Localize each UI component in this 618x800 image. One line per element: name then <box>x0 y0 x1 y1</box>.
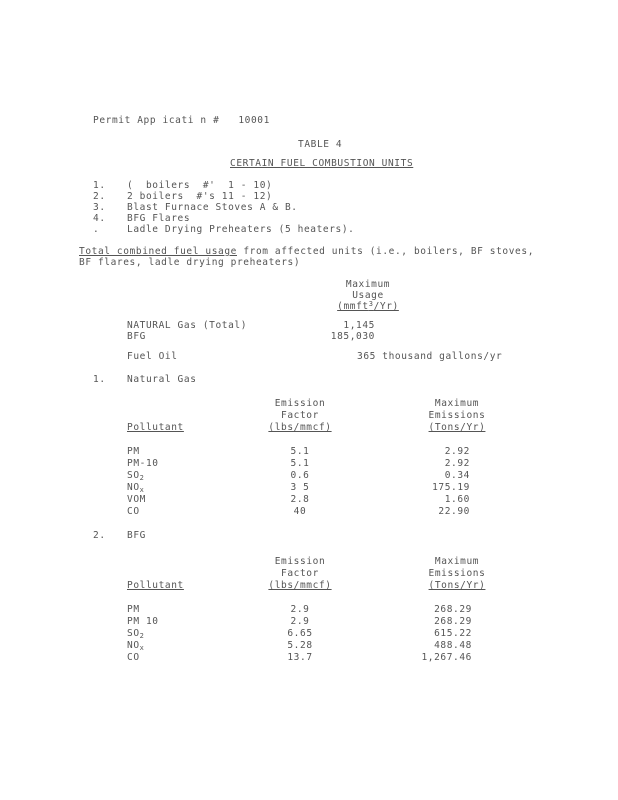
list-item-number: 4. <box>93 213 106 224</box>
max-emissions: 175.19 <box>432 482 470 493</box>
ng-max-header-line3: (Tons/Yr) <box>428 422 486 433</box>
bfg-max-header-line3: (Tons/Yr) <box>428 580 486 591</box>
max-emissions: 2.92 <box>444 446 470 457</box>
emission-factor: 40 <box>293 506 307 517</box>
emission-factor: 13.7 <box>287 652 313 663</box>
max-emissions: 2.92 <box>444 458 470 469</box>
total-usage-paragraph-line1 <box>79 246 534 257</box>
pollutant-name: $NO_x$ <box>127 640 145 652</box>
usage-value-natural-gas: 1,145 <box>343 320 375 331</box>
list-item-text: BFG Flares <box>127 213 191 224</box>
emission-factor: 6.65 <box>287 628 313 639</box>
usage-header-line2: Usage <box>352 290 384 301</box>
pollutant-name: CO <box>127 652 140 663</box>
emission-factor: 5.1 <box>290 446 310 457</box>
table-label: TABLE 4 <box>298 139 343 150</box>
emission-factor: 5.28 <box>287 640 313 651</box>
list-item-text: 2 boilers #'s 11 - 12) <box>127 191 273 202</box>
max-emissions: 268.29 <box>434 604 472 615</box>
bfg-pollutant-header: Pollutant <box>127 580 184 591</box>
ng-max-header-line2: Emissions <box>428 410 486 421</box>
max-emissions: 0.34 <box>444 470 470 481</box>
max-emissions: 268.29 <box>434 616 472 627</box>
ng-factor-header-line2: Factor <box>281 410 319 421</box>
pollutant-name: VOM <box>127 494 146 505</box>
list-item-number: . <box>93 224 100 235</box>
ng-pollutant-header: Pollutant <box>127 422 184 433</box>
bfg-max-header-line2: Emissions <box>428 568 486 579</box>
emission-factor: 2.9 <box>290 604 310 615</box>
pollutant-name: $NO_x$ <box>127 482 145 494</box>
section-title-bfg: BFG <box>127 530 146 541</box>
emission-factor: 5.1 <box>290 458 310 469</box>
list-item-number: 3. <box>93 202 106 213</box>
list-item-text: ( boilers #' 1 - 10) <box>127 180 273 191</box>
section-number-natural-gas: 1. <box>93 374 106 385</box>
bfg-max-header-line1: Maximum <box>434 556 480 567</box>
max-emissions: 1,267.46 <box>421 652 472 663</box>
total-usage-text: from affected units (i.e., boilers, BF stoves, <box>237 246 535 257</box>
pollutant-name: PM <box>127 446 140 457</box>
usage-value-fuel-oil: 365 thousand gallons/yr <box>357 351 503 362</box>
usage-header-line1: Maximum <box>345 279 391 290</box>
emission-factor: 2.8 <box>290 494 310 505</box>
pollutant-name: CO <box>127 506 140 517</box>
max-emissions: 1.60 <box>444 494 470 505</box>
bfg-factor-header-line2: Factor <box>281 568 319 579</box>
list-item-text: Blast Furnace Stoves A & B. <box>127 202 298 213</box>
max-emissions: 488.48 <box>434 640 472 651</box>
usage-label-bfg: BFG <box>127 331 146 342</box>
emission-factor: 0.6 <box>290 470 310 481</box>
list-item-number: 1. <box>93 180 106 191</box>
permit-application-number: Permit App icati n # 10001 <box>93 115 270 126</box>
table-title: CERTAIN FUEL COMBUSTION UNITS <box>230 158 414 169</box>
usage-header-line3: (mmft$^3$/Yr) <box>337 300 399 312</box>
pollutant-name: $SO_2$ <box>127 470 145 482</box>
total-usage-heading: Total combined fuel usage <box>79 246 237 257</box>
pollutant-name: PM <box>127 604 140 615</box>
ng-max-header-line1: Maximum <box>434 398 480 409</box>
list-item-number: 2. <box>93 191 106 202</box>
usage-label-fuel-oil: Fuel Oil <box>127 351 178 362</box>
usage-label-natural-gas: NATURAL Gas (Total) <box>127 320 248 331</box>
usage-value-bfg: 185,030 <box>330 331 375 342</box>
emission-factor: 3 5 <box>290 482 310 493</box>
emission-factor: 2.9 <box>290 616 310 627</box>
ng-factor-header-line1: Emission <box>274 398 326 409</box>
bfg-factor-header-line1: Emission <box>274 556 326 567</box>
pollutant-name: $SO_2$ <box>127 628 145 640</box>
total-usage-paragraph-line2: BF flares, ladle drying preheaters) <box>79 257 301 268</box>
list-item-text: Ladle Drying Preheaters (5 heaters). <box>127 224 355 235</box>
max-emissions: 22.90 <box>438 506 470 517</box>
section-number-bfg: 2. <box>93 530 106 541</box>
max-emissions: 615.22 <box>434 628 472 639</box>
bfg-factor-header-line3: (lbs/mmcf) <box>268 580 332 591</box>
section-title-natural-gas: Natural Gas <box>127 374 197 385</box>
pollutant-name: PM 10 <box>127 616 159 627</box>
pollutant-name: PM-10 <box>127 458 159 469</box>
ng-factor-header-line3: (lbs/mmcf) <box>268 422 332 433</box>
